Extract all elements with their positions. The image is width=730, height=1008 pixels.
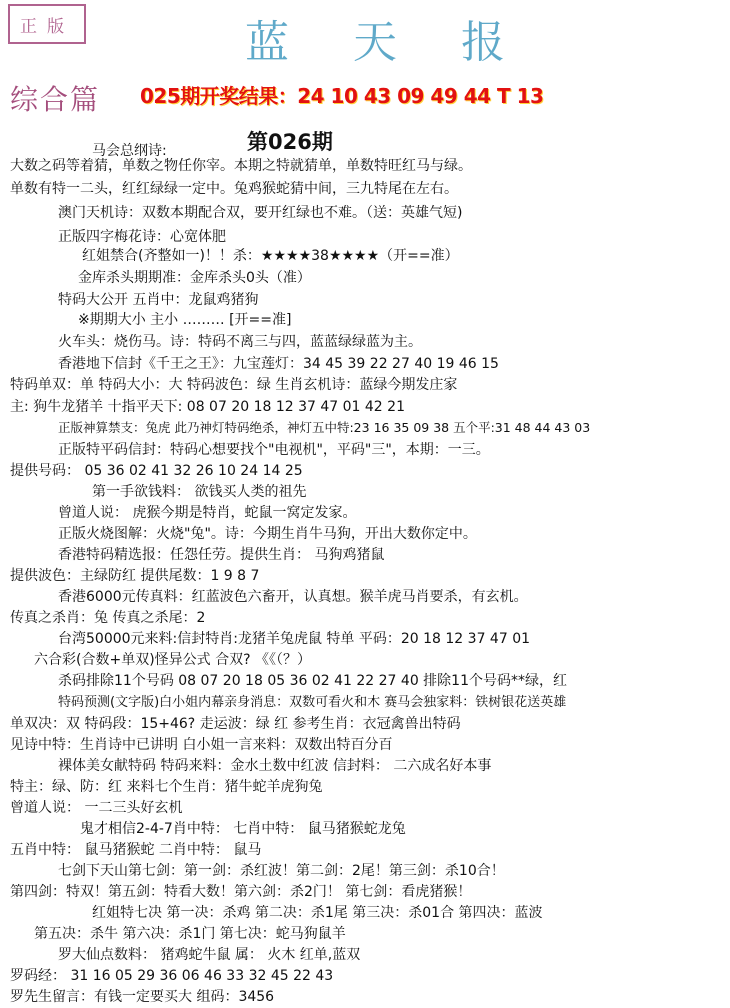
text-line-18: 正版火烧图解：火烧"兔"。诗：今期生肖牛马狗，开出大数你定中。 — [58, 526, 477, 542]
text-line-7: 特码大公开 五肖中：龙鼠鸡猪狗 — [58, 292, 259, 308]
text-line-6: 金库杀头期期准：金库杀头0头（准） — [78, 270, 311, 286]
text-line-28: 见诗中特：生肖诗中已讲明 白小姐一言来料：双数出特百分百 — [10, 737, 393, 753]
text-line-11: 特码单双：单 特码大小：大 特码波色：绿 生肖玄机诗：蓝绿今期发庄家 — [10, 377, 458, 393]
text-line-33: 五肖中特： 鼠马猪猴蛇 二肖中特： 鼠马 — [10, 842, 262, 858]
section-title: 综合篇 — [10, 83, 101, 116]
text-line-16: 第一手欲钱料： 欲钱买人类的祖先 — [92, 484, 307, 500]
text-line-9: 火车头：烧伤马。诗：特码不离三与四，蓝蓝绿绿蓝为主。 — [58, 334, 422, 350]
text-line-5: 红姐禁合(齐整如一)！！杀：★★★★38★★★★（开==准） — [82, 248, 459, 264]
text-line-15: 提供号码： 05 36 02 41 32 26 10 24 14 25 — [10, 463, 303, 479]
masthead-char-2: 天 — [353, 17, 397, 68]
text-line-21: 香港6000元传真料：红蓝波色六畜开，认真想。猴羊虎马肖要杀，有玄机。 — [58, 589, 528, 605]
text-line-35: 第四剑：特双！第五剑：特看大数！第六剑：杀2门！ 第七剑：看虎猪猴！ — [10, 884, 472, 900]
text-line-32: 鬼才相信2-4-7肖中特： 七肖中特： 鼠马猪猴蛇龙兔 — [80, 821, 406, 837]
text-line-1: 大数之码等着猜，单数之物任你宰。本期之特就猜单，单数特旺红马与绿。 — [10, 158, 472, 174]
text-line-26: 特码预测(文字版)白小姐内幕亲身消息：双数可看火和木 赛马会独家料：铁树银花送英雄 — [58, 695, 567, 710]
text-line-36: 红姐特七决 第一决：杀鸡 第二决：杀1尾 第三决：杀01合 第四决：蓝波 — [92, 905, 543, 921]
authentic-badge: 正版 — [8, 4, 86, 44]
text-line-29: 裸体美女献特码 特码来料：金水土数中红波 信封料： 二六成名好本事 — [58, 758, 492, 774]
masthead-char-3: 报 — [461, 17, 505, 68]
text-line-2: 单数有特一二头，红红绿绿一定中。兔鸡猴蛇猜中间，三九特尾在左右。 — [10, 181, 458, 197]
text-line-34: 七剑下天山第七剑：第一剑：杀红波！第二剑：2尾！第三剑：杀10合！ — [58, 863, 505, 879]
masthead-char-1: 蓝 — [245, 17, 289, 68]
text-line-31: 曾道人说： 一二三头好玄机 — [10, 800, 183, 816]
issue-number: 第026期 — [247, 130, 333, 154]
text-line-8: ※期期大小 主小 ……… [开==准] — [78, 312, 292, 328]
text-line-37: 第五决：杀牛 第六决：杀1门 第七决：蛇马狗鼠羊 — [34, 926, 346, 942]
text-line-20: 提供波色：主绿防红 提供尾数：1 9 8 7 — [10, 568, 260, 584]
text-line-4: 正版四字梅花诗：心宽体肥 — [58, 229, 226, 245]
text-line-12: 主: 狗牛龙猪羊 十指平天下: 08 07 20 18 12 37 47 01 42 21 — [10, 399, 405, 415]
text-line-40: 罗先生留言：有钱一定要买大 组码：3456 — [10, 989, 275, 1005]
text-line-30: 特主：绿、防：红 来料七个生肖：猪牛蛇羊虎狗兔 — [10, 779, 323, 795]
text-line-22: 传真之杀肖：兔 传真之杀尾：2 — [10, 610, 206, 626]
draw-result: 025期开奖结果：24 10 43 09 49 44 T 13 — [140, 84, 544, 108]
text-line-19: 香港特码精选报：任怨任劳。提供生肖： 马狗鸡猪鼠 — [58, 547, 385, 563]
text-line-3: 澳门天机诗：双数本期配合双，要开红绿也不难。（送：英雄气短) — [58, 205, 463, 221]
text-line-39: 罗码经： 31 16 05 29 36 06 46 33 32 45 22 43 — [10, 968, 334, 984]
text-line-25: 杀码排除11个号码 08 07 20 18 05 36 02 41 22 27 40 排除11个号码**绿，红 — [58, 673, 567, 689]
text-line-10: 香港地下信封《千王之王》：九宝莲灯：34 45 39 22 27 40 19 46 15 — [58, 356, 499, 372]
text-line-24: 六合彩(合数+单双)怪异公式 合双? 《《（？） — [34, 652, 311, 668]
poem-label: 马会总纲诗: — [92, 143, 167, 159]
text-line-27: 单双决：双 特码段：15+46? 走运波：绿 红 参考生肖：衣冠禽兽出特码 — [10, 716, 461, 732]
text-line-17: 曾道人说： 虎猴今期是特肖，蛇鼠一窝定发家。 — [58, 505, 357, 521]
text-line-13: 正版神算禁支：兔虎 此乃神灯特码绝杀，神灯五中特:23 16 35 09 38 五个平:31 48 44 43 03 — [58, 420, 591, 435]
text-line-23: 台湾50000元来料:信封特肖:龙猪羊兔虎鼠 特单 平码：20 18 12 37 47 01 — [58, 631, 531, 647]
masthead-title — [245, 8, 505, 68]
text-line-38: 罗大仙点数料： 猪鸡蛇牛鼠 属： 火木 红单,蓝双 — [58, 947, 361, 963]
text-line-14: 正版特平码信封：特码心想要找个"电视机"，平码"三"，本期：一三。 — [58, 442, 490, 458]
